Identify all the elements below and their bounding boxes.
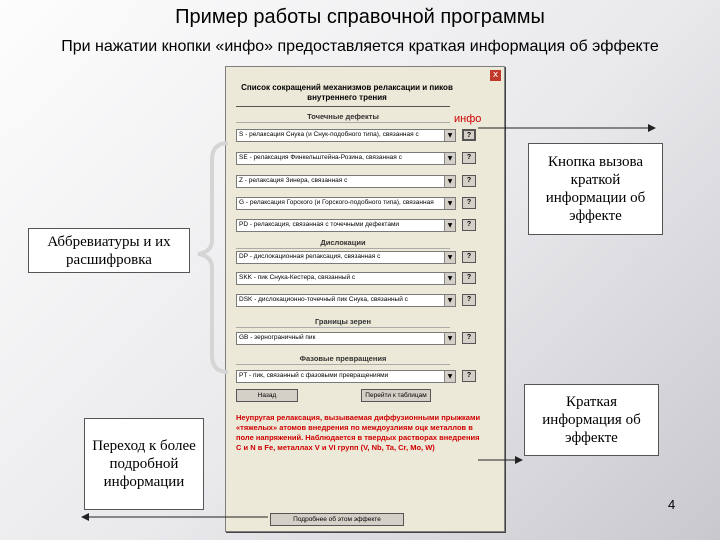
callout-text: Аббревиатуры и их расшифровка (47, 233, 171, 268)
chevron-down-icon[interactable]: ▼ (444, 371, 455, 382)
chevron-down-icon[interactable]: ▼ (444, 130, 455, 141)
info-button[interactable]: ? (462, 175, 476, 187)
info-label: инфо (454, 113, 482, 125)
info-button[interactable]: ? (462, 152, 476, 164)
info-button[interactable]: ? (462, 251, 476, 263)
chevron-down-icon[interactable]: ▼ (444, 176, 455, 187)
combo-text: Z - релаксация Зинера, связанная с (239, 177, 348, 184)
info-button[interactable]: ? (462, 197, 476, 209)
info-button[interactable]: ? (462, 219, 476, 231)
chevron-down-icon[interactable]: ▼ (444, 153, 455, 164)
info-button[interactable]: ? (462, 294, 476, 306)
group-label-grain-boundaries: Границы зерен (314, 317, 372, 326)
chevron-down-icon[interactable]: ▼ (444, 220, 455, 231)
info-button[interactable]: ? (462, 332, 476, 344)
callout-text: Кнопка вызова краткой информации об эффекте (545, 154, 646, 224)
back-button[interactable]: Назад (236, 389, 298, 402)
go-to-tables-button[interactable]: Перейти к таблицам (361, 389, 431, 402)
group-label-dislocations: Дислокации (320, 238, 366, 247)
combo-text: SKK - пик Снука-Кестера, связанный с (239, 274, 356, 281)
callout-text: Краткая информация об эффекте (542, 394, 641, 446)
details-button[interactable]: Подробнее об этом эффекте (270, 513, 404, 526)
chevron-down-icon[interactable]: ▼ (444, 295, 455, 306)
combo-text: G - релаксация Горского (и Горского-подобного типа), связанная (239, 199, 434, 206)
combo-text: SE - релаксация Финкельштейна-Розина, связанная с (239, 154, 402, 161)
combo-text: DP - дислокационная релаксация, связанная с (239, 253, 381, 260)
group-label-phase-transitions: Фазовые превращения (299, 354, 387, 363)
info-button[interactable]: ? (462, 129, 476, 141)
combo-text: PD - релаксация, связанная с точечными дефектами (239, 221, 400, 228)
brief-info-text: Неупругая релаксация, вызываемая диффузионными прыжками «тяжелых» атомов внедрения по междоузлиям оцк металлов в поле напряжений. Наблюдается в твердых растворах внедрения C и N в Fe, металлах V и VI групп (V, Nb, Ta, Cr, Mo, W) (236, 413, 481, 452)
dialog-title: Список сокращений механизмов релаксации и пиков внутреннего трения (241, 83, 453, 102)
abbreviations-brace (198, 143, 228, 372)
chevron-down-icon[interactable]: ▼ (444, 333, 455, 344)
combo-text: S - релаксация Снука (и Снук-подобного типа), связанная с (239, 131, 419, 138)
callout-more-info (84, 418, 204, 510)
info-button[interactable]: ? (462, 370, 476, 382)
close-button[interactable]: x (490, 70, 501, 81)
chevron-down-icon[interactable]: ▼ (444, 252, 455, 263)
chevron-down-icon[interactable]: ▼ (444, 198, 455, 209)
callout-info-button (528, 143, 663, 235)
combo-text: PT - пик, связанный с фазовыми превращениями (239, 372, 389, 379)
page-number: 4 (668, 497, 676, 512)
callout-text: Переход к более подробной информации (92, 438, 196, 490)
callout-abbreviations (28, 228, 190, 273)
group-label-point-defects: Точечные дефекты (307, 112, 379, 121)
callout-brief-info (524, 384, 659, 456)
info-button[interactable]: ? (462, 272, 476, 284)
combo-text: GB - зернограничный пик (239, 334, 316, 341)
chevron-down-icon[interactable]: ▼ (444, 273, 455, 284)
combo-text: DSK - дислокационно-точечный пик Снука, связанный с (239, 296, 408, 303)
slide-title: Пример работы справочной программы (175, 6, 545, 28)
slide-subtitle: При нажатии кнопки «инфо» предоставляется краткая информация об эффекте (61, 38, 659, 55)
